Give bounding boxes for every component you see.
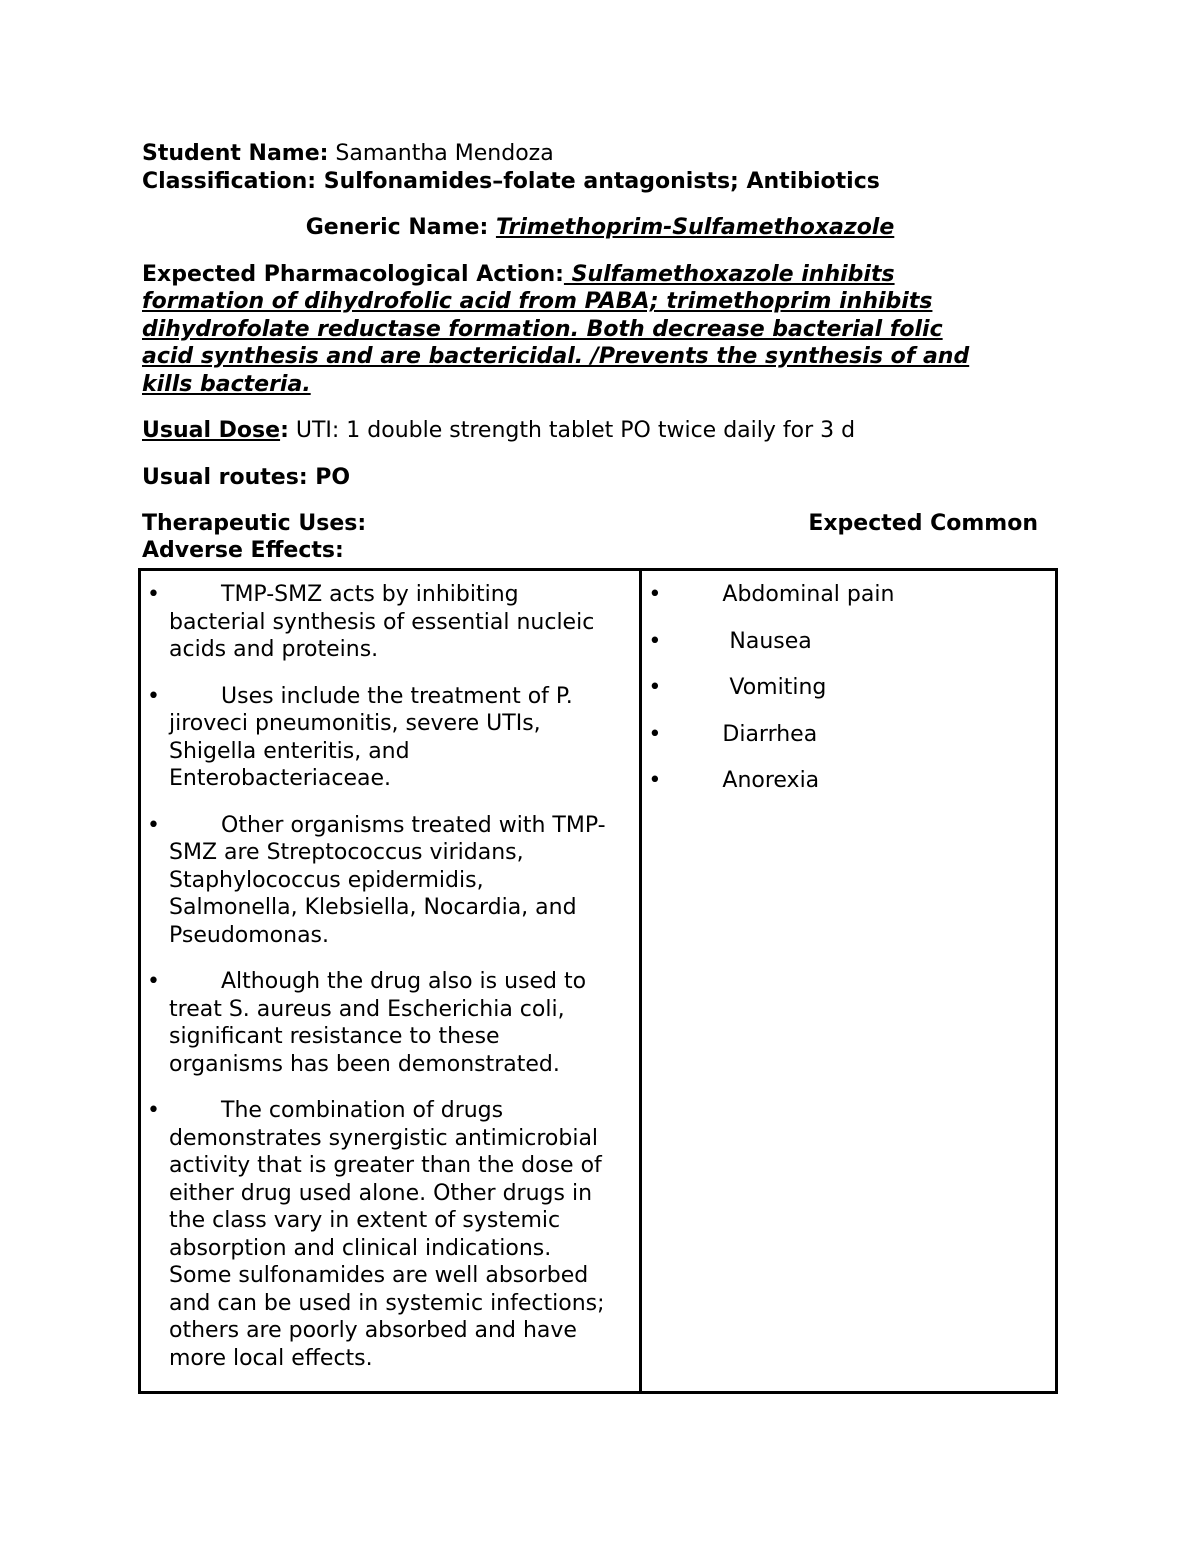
use-line: Salmonella, Klebsiella, Nocardia, and (169, 895, 577, 920)
adverse-effects-heading-part1: Expected Common (808, 511, 1038, 536)
use-line: TMP-SMZ acts by inhibiting (221, 582, 519, 607)
bullet-icon: • (147, 582, 160, 607)
bullet-icon: • (648, 675, 662, 700)
use-line: Enterobacteriaceae. (169, 766, 392, 791)
adverse-effects-list (642, 581, 1055, 795)
use-line: Pseudomonas. (169, 922, 330, 948)
use-line: Although the drug also is used to (221, 969, 587, 994)
bullet-icon: • (648, 721, 662, 747)
adverse-effects-heading-part2: Adverse Effects: (142, 538, 344, 563)
use-line: Some sulfonamides are well absorbed (169, 1263, 589, 1288)
student-name-line (142, 140, 1058, 168)
use-line: demonstrates synergistic antimicrobial (169, 1125, 599, 1151)
generic-name-label: Generic Name: (305, 215, 496, 240)
use-line: absorption and clinical indications. (169, 1235, 552, 1261)
adverse-effect: Anorexia (722, 768, 820, 793)
use-line: SMZ are Streptococcus viridans, (169, 840, 524, 865)
use-line: treat S. aureus and Escherichia coli, (169, 996, 565, 1022)
use-line: organisms has been demonstrated. (169, 1051, 560, 1077)
bullet-icon: • (147, 1098, 160, 1123)
use-line: acids and proteins. (169, 637, 379, 662)
list-item (141, 683, 639, 793)
use-line: significant resistance to these (169, 1024, 500, 1049)
list-item (141, 581, 639, 664)
use-line: jiroveci pneumonitis, severe UTIs, (169, 711, 541, 736)
student-name-value: Samantha Mendoza (328, 141, 554, 166)
action-label: Expected Pharmacological Action: (142, 261, 564, 287)
adverse-effects-cell (641, 570, 1057, 1393)
list-item (642, 628, 1055, 656)
action-line: dihydrofolate reductase formation. Both decrease bacterial folic (142, 316, 943, 342)
bullet-icon: • (147, 969, 160, 994)
pharmacological-action (142, 261, 1058, 399)
usual-dose-colon: : (280, 418, 289, 443)
therapeutic-uses-cell (140, 570, 641, 1393)
use-line: Uses include the treatment of P. (221, 683, 573, 709)
list-item (141, 1097, 639, 1372)
use-line: and can be used in systemic infections; (169, 1290, 605, 1316)
student-name-label: Student Name: (142, 141, 329, 166)
use-line: either drug used alone. Other drugs in (169, 1180, 593, 1206)
use-line: Staphylococcus epidermidis, (169, 867, 484, 893)
list-item (141, 968, 639, 1078)
use-line: bacterial synthesis of essential nucleic (169, 609, 595, 635)
use-line: the class vary in extent of systemic (169, 1208, 561, 1233)
generic-name-line (142, 214, 1058, 242)
usual-dose-label: Usual Dose (142, 418, 281, 443)
bullet-icon: • (648, 582, 662, 607)
adverse-effect: Diarrhea (722, 721, 818, 747)
use-line: Other organisms treated with TMP- (221, 812, 606, 838)
action-line: acid synthesis and are bactericidal. /Prevents the synthesis of and (142, 344, 970, 369)
use-line: Shigella enteritis, and (169, 738, 410, 764)
use-line: The combination of drugs (221, 1098, 504, 1123)
action-line: formation of dihydrofolic acid from PABA; trimethoprim inhibits (142, 289, 933, 314)
uses-effects-table (138, 568, 1058, 1394)
list-item (141, 812, 639, 950)
table-heading (142, 510, 1058, 565)
bullet-icon: • (648, 628, 662, 654)
generic-name-value: Trimethoprim-Sulfamethoxazole (495, 215, 895, 240)
list-item (642, 674, 1055, 702)
classification-label: Classification: (142, 168, 317, 194)
adverse-effect: Abdominal pain (722, 582, 895, 607)
action-line: kills bacteria. (142, 371, 311, 397)
bullet-icon: • (147, 683, 160, 709)
therapeutic-uses-heading: Therapeutic Uses: (142, 511, 367, 536)
use-line: activity that is greater than the dose of (169, 1153, 602, 1178)
list-item (642, 721, 1055, 749)
use-line: others are poorly absorbed and have (169, 1318, 577, 1343)
usual-dose-value: UTI: 1 double strength tablet PO twice daily for 3 d (288, 418, 856, 443)
adverse-effect: Nausea (722, 628, 812, 654)
usual-dose-line (142, 417, 1058, 445)
use-line: more local effects. (169, 1345, 373, 1371)
list-item (642, 767, 1055, 795)
bullet-icon: • (147, 812, 160, 838)
document-page (142, 140, 1058, 565)
list-item (642, 581, 1055, 609)
action-line: Sulfamethoxazole inhibits (563, 261, 895, 287)
adverse-effect: Vomiting (722, 675, 827, 700)
classification-line (142, 168, 1058, 196)
classification-value: Sulfonamides–folate antagonists; Antibiotics (316, 168, 880, 194)
therapeutic-uses-list (141, 581, 639, 1372)
bullet-icon: • (648, 768, 662, 793)
usual-routes-line: Usual routes: PO (142, 464, 351, 490)
